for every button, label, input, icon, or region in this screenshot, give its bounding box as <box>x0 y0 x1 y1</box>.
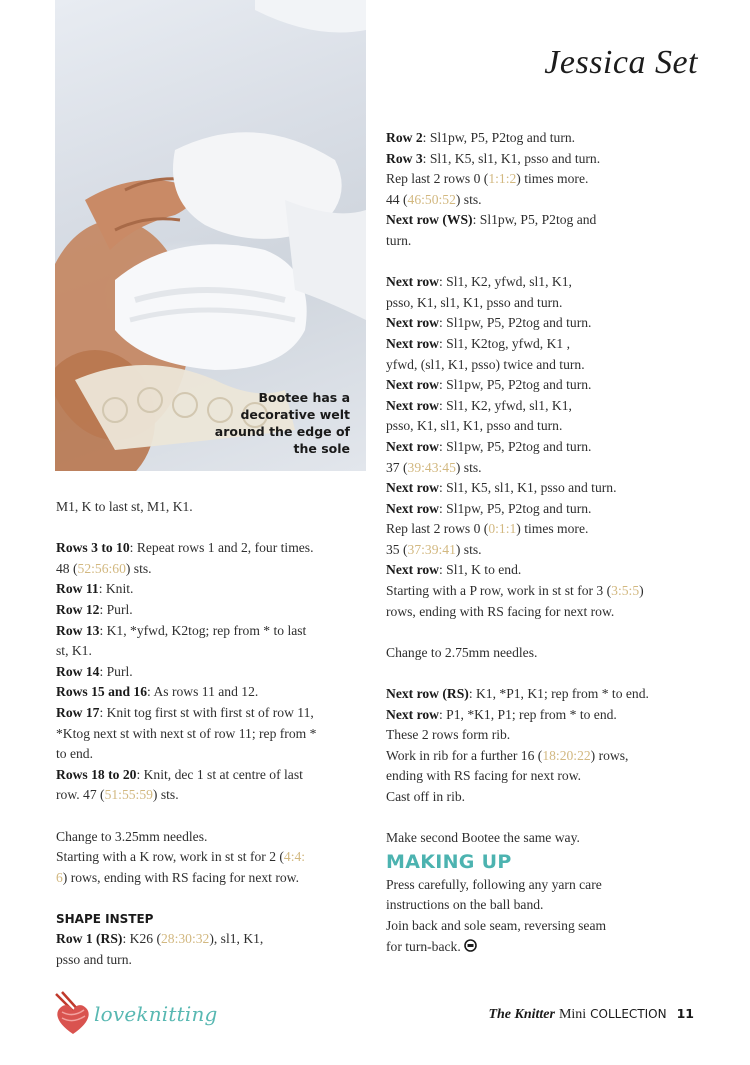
rows-18-to-20: Rows 18 to 20: Knit, dec 1 st at centre of last <box>56 766 303 782</box>
text-line: Press carefully, following any yarn care <box>386 876 602 892</box>
next-row: Next row: Sl1pw, P5, P2tog and turn. <box>386 500 592 516</box>
text-line: Starting with a P row, work in st st for 3 (3:5:5) <box>386 583 644 599</box>
row-12: Row 12: Purl. <box>56 601 133 617</box>
page-number: 11 <box>676 1006 694 1021</box>
needle-change: Change to 2.75mm needles. <box>386 644 538 660</box>
page-title: Jessica Set <box>544 44 698 81</box>
next-row: Next row: Sl1, K2tog, yfwd, K1 , <box>386 335 571 351</box>
stitch-count: row. 47 (51:55:59) sts. <box>56 787 179 803</box>
next-row-rs: Next row (RS): K1, *P1, K1; rep from * to end. <box>386 686 649 702</box>
row-14: Row 14: Purl. <box>56 663 133 679</box>
rows-15-16: Rows 15 and 16: As rows 11 and 12. <box>56 684 259 700</box>
row-1-rs: Row 1 (RS): K26 (28:30:32), sl1, K1, <box>56 931 264 947</box>
text-line: Make second Bootee the same way. <box>386 830 580 846</box>
text-line: 6) rows, ending with RS facing for next row. <box>56 869 300 885</box>
next-row: Next row: P1, *K1, P1; rep from * to end. <box>386 706 617 722</box>
end-mark-icon <box>464 938 477 959</box>
row-3: Row 3: Sl1, K5, sl1, K1, psso and turn. <box>386 150 601 166</box>
repeat-line: Rep last 2 rows 0 (0:1:1) times more. <box>386 521 589 537</box>
next-row: Next row: Sl1, K5, sl1, K1, psso and turn. <box>386 480 617 496</box>
photo-caption: Bootee has a decorative welt around the edge of the sole <box>214 390 350 456</box>
collection-label: COLLECTION <box>590 1007 667 1021</box>
logo-text: loveknitting <box>94 1002 218 1026</box>
magazine-name: The Knitter <box>488 1007 555 1022</box>
next-row: Next row: Sl1pw, P5, P2tog and turn. <box>386 377 592 393</box>
text-line: *Ktog next st with next st of row 11; rep from * <box>56 725 317 741</box>
stitch-count: 37 (39:43:45) sts. <box>386 459 482 475</box>
text-line: Cast off in rib. <box>386 789 466 804</box>
repeat-line: Rep last 2 rows 0 (1:1:2) times more. <box>386 171 589 187</box>
yarn-heart-icon <box>52 990 96 1040</box>
text-line: psso, K1, sl1, K1, psso and turn. <box>386 418 563 434</box>
text-line: ending with RS facing for next row. <box>386 768 582 784</box>
row-2: Row 2: Sl1pw, P5, P2tog and turn. <box>386 130 576 145</box>
stitch-count: 35 (37:39:41) sts. <box>386 541 482 557</box>
right-column <box>386 128 716 958</box>
next-row-ws: Next row (WS): Sl1pw, P5, P2tog and <box>386 212 597 228</box>
mini-label: Mini <box>558 1007 587 1022</box>
row-17: Row 17: Knit tog first st with first st of row 11, <box>56 704 314 720</box>
next-row: Next row: Sl1pw, P5, P2tog and turn. <box>386 315 592 331</box>
text-line: psso, K1, sl1, K1, psso and turn. <box>386 294 563 310</box>
making-up-heading: MAKING UP <box>386 850 512 873</box>
shape-instep-heading: SHAPE INSTEP <box>56 911 154 926</box>
next-row: Next row: Sl1pw, P5, P2tog and turn. <box>386 438 592 454</box>
text-line: M1, K to last st, M1, K1. <box>56 499 193 514</box>
rows-3-to-10: Rows 3 to 10: Repeat rows 1 and 2, four times. <box>56 540 314 556</box>
page-footer <box>488 1006 694 1023</box>
needle-change: Change to 3.25mm needles. <box>56 828 208 844</box>
text-line: yfwd, (sl1, K1, psso) twice and turn. <box>386 356 585 372</box>
text-line: rows, ending with RS facing for next row. <box>386 603 615 619</box>
text-line: instructions on the ball band. <box>386 897 544 913</box>
text-line: Starting with a K row, work in st st for 2 (4:4: <box>56 849 306 865</box>
left-column <box>56 497 372 971</box>
stitch-count: 44 (46:50:52) sts. <box>386 191 482 207</box>
text-line: Work in rib for a further 16 (18:20:22) rows, <box>386 747 629 763</box>
next-row: Next row: Sl1, K2, yfwd, sl1, K1, <box>386 274 572 290</box>
text-line: to end. <box>56 746 93 762</box>
loveknitting-logo <box>52 990 218 1040</box>
row-13: Row 13: K1, *yfwd, K2tog; rep from * to last <box>56 622 307 638</box>
text-line: st, K1. <box>56 643 92 659</box>
bootee-photo <box>55 0 366 471</box>
text-line: These 2 rows form rib. <box>386 727 511 743</box>
next-row: Next row: Sl1, K2, yfwd, sl1, K1, <box>386 397 572 413</box>
row-11: Row 11: Knit. <box>56 581 134 597</box>
text-line: Join back and sole seam, reversing seam <box>386 917 607 933</box>
next-row: Next row: Sl1, K to end. <box>386 562 522 578</box>
text-line: turn. <box>386 232 412 248</box>
stitch-count: 48 (52:56:60) sts. <box>56 560 152 576</box>
text-line: psso and turn. <box>56 952 132 968</box>
text-line: for turn-back. <box>386 937 716 959</box>
